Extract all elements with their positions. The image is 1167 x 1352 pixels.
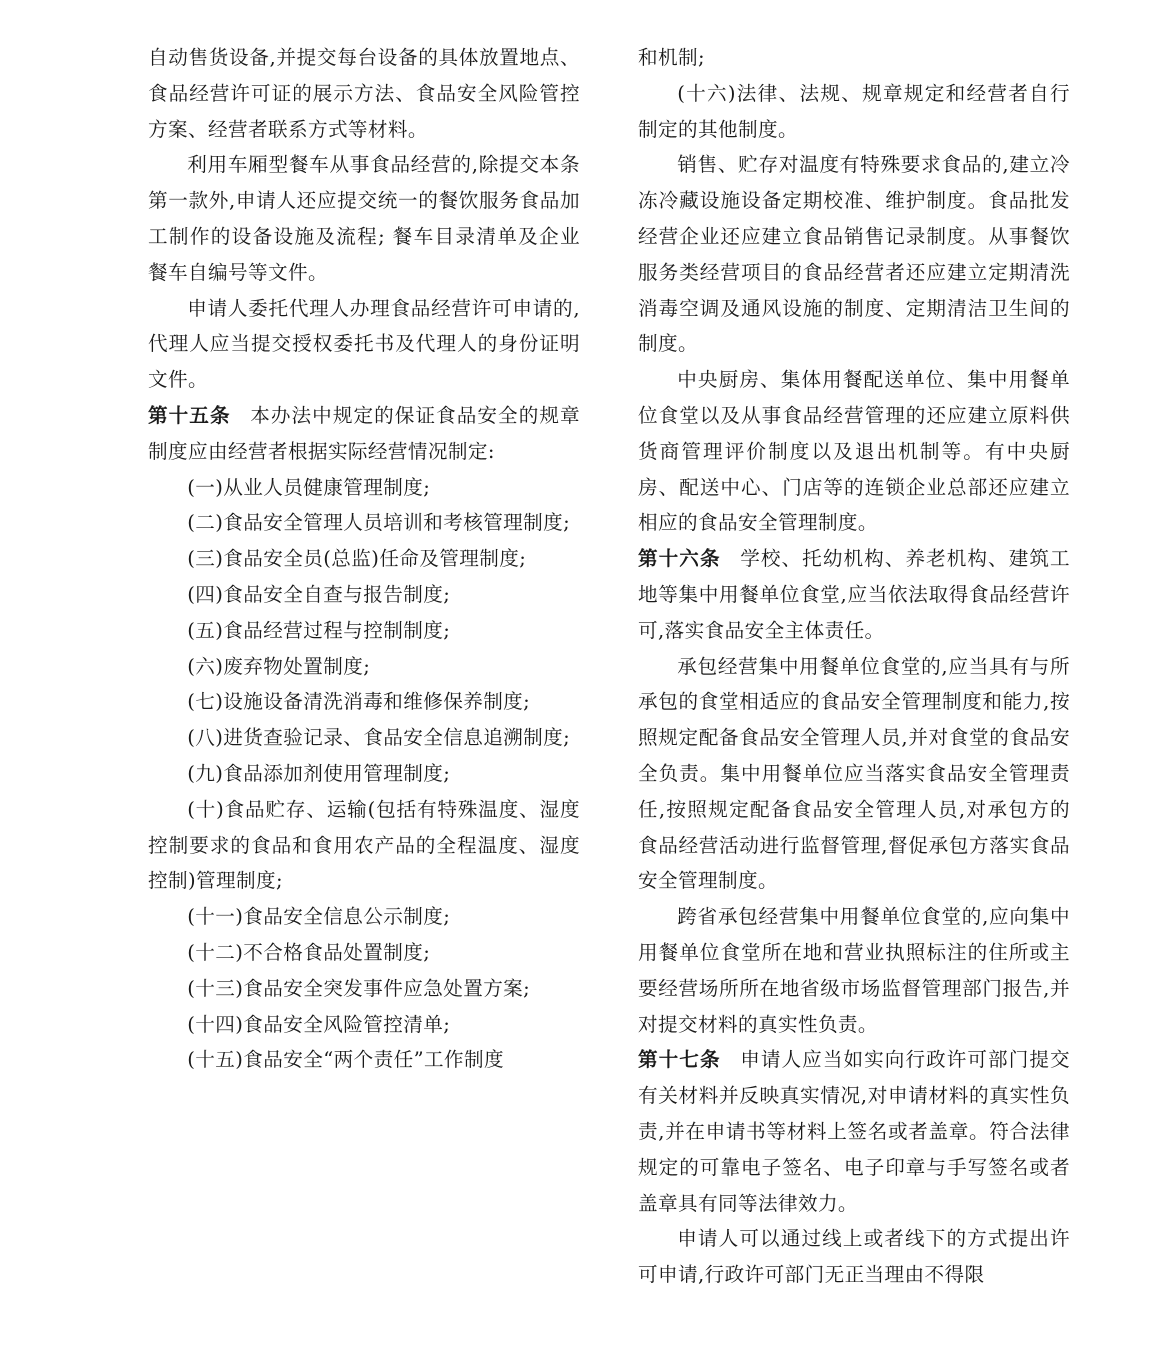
list-item-text: (十三)食品安全突发事件应急处置方案;	[187, 976, 531, 1000]
article-heading: 第十五条	[148, 403, 231, 427]
paragraph	[148, 147, 580, 290]
article-heading: 第十七条	[638, 1048, 721, 1072]
list-item	[148, 935, 580, 971]
list-item-text: (二)食品安全管理人员培训和考核管理制度;	[187, 511, 571, 535]
paragraph-text: 本办法中规定的保证食品安全的规章制度应由经营者根据实际经营情况制定:	[148, 403, 580, 463]
paragraph-text: 学校、托幼机构、养老机构、建筑工地等集中用餐单位食堂,应当依法取得食品经营许可,落实食品安全主体责任。	[638, 547, 1070, 642]
list-item	[148, 792, 580, 899]
left-column	[148, 40, 580, 1078]
list-item-text: (十五)食品安全“两个责任”工作制度	[187, 1048, 505, 1072]
paragraph-text: 利用车厢型餐车从事食品经营的,除提交本条第一款外,申请人还应提交统一的餐饮服务食品加工制作的设备设施及流程; 餐车目录清单及企业餐车自编号等文件。	[148, 153, 580, 284]
list-item-text: (六)废弃物处置制度;	[187, 654, 371, 678]
article-heading: 第十六条	[638, 547, 721, 571]
paragraph	[148, 40, 580, 147]
list-item-text: (四)食品安全自查与报告制度;	[187, 582, 451, 606]
paragraph-text: 申请人委托代理人办理食品经营许可申请的,代理人应当提交授权委托书及代理人的身份证明文件。	[148, 296, 580, 392]
list-item-text: (九)食品添加剂使用管理制度;	[187, 761, 451, 785]
paragraph-text: 申请人可以通过线上或者线下的方式提出许可申请,行政许可部门无正当理由不得限	[638, 1227, 1070, 1287]
paragraph	[638, 40, 1070, 76]
list-item	[148, 720, 580, 756]
list-item	[148, 684, 580, 720]
list-item	[148, 577, 580, 613]
paragraph	[638, 147, 1070, 362]
list-item	[148, 971, 580, 1007]
list-item	[148, 756, 580, 792]
list-item-text: (五)食品经营过程与控制制度;	[187, 618, 451, 642]
list-item-text: (三)食品安全员(总监)任命及管理制度;	[187, 547, 527, 571]
paragraph-text: 申请人应当如实向行政许可部门提交有关材料并反映真实情况,对申请材料的真实性负责,并在申请书等材料上签名或者盖章。符合法律规定的可靠电子签名、电子印章与手写签名或者盖章具有同等法律效力。	[638, 1048, 1070, 1215]
paragraph	[148, 291, 580, 398]
paragraph-text: 销售、贮存对温度有特殊要求食品的,建立冷冻冷藏设施设备定期校准、维护制度。食品批发经营企业还应建立食品销售记录制度。从事餐饮服务类经营项目的食品经营者还应建立定期清洗消毒空调及通风设施的制度、定期清洁卫生间的制度。	[638, 153, 1070, 356]
article-paragraph	[148, 398, 580, 470]
paragraph	[638, 362, 1070, 541]
list-item-text: (十六)法律、法规、规章规定和经营者自行制定的其他制度。	[638, 81, 1070, 141]
list-item	[148, 1042, 580, 1078]
list-item	[638, 76, 1070, 148]
paragraph	[638, 1221, 1070, 1293]
paragraph-text: 和机制;	[638, 46, 705, 69]
list-item-text: (八)进货查验记录、食品安全信息追溯制度;	[187, 726, 571, 750]
right-column	[638, 40, 1070, 1293]
list-item-text: (十四)食品安全风险管控清单;	[187, 1012, 451, 1036]
article-paragraph	[638, 541, 1070, 648]
paragraph	[638, 899, 1070, 1042]
list-item-text: (十二)不合格食品处置制度;	[187, 940, 431, 964]
paragraph-text: 中央厨房、集体用餐配送单位、集中用餐单位食堂以及从事食品经营管理的还应建立原料供货商管理评价制度以及退出机制等。有中央厨房、配送中心、门店等的连锁企业总部还应建立相应的食品安全管理制度。	[638, 368, 1070, 535]
paragraph-text: 承包经营集中用餐单位食堂的,应当具有与所承包的食堂相适应的食品安全管理制度和能力,按照规定配备食品安全管理人员,并对食堂的食品安全负责。集中用餐单位应当落实食品安全管理责任,按照规定配备食品安全管理人员,对承包方的食品经营活动进行监督管理,督促承包方落实食品安全管理制度。	[638, 654, 1070, 893]
paragraph-text: 自动售货设备,并提交每台设备的具体放置地点、食品经营许可证的展示方法、食品安全风险管控方案、经营者联系方式等材料。	[148, 46, 580, 141]
paragraph-text: 跨省承包经营集中用餐单位食堂的,应向集中用餐单位食堂所在地和营业执照标注的住所或主要经营场所所在地省级市场监督管理部门报告,并对提交材料的真实性负责。	[638, 905, 1070, 1036]
list-item	[148, 541, 580, 577]
list-item	[148, 1007, 580, 1043]
list-item	[148, 899, 580, 935]
list-item-text: (七)设施设备清洗消毒和维修保养制度;	[187, 690, 531, 714]
list-item	[148, 613, 580, 649]
list-item	[148, 649, 580, 685]
list-item-text: (十)食品贮存、运输(包括有特殊温度、湿度控制要求的食品和食用农产品的全程温度、湿度控制)管理制度;	[148, 797, 580, 893]
paragraph	[638, 649, 1070, 900]
list-item-text: (一)从业人员健康管理制度;	[187, 475, 431, 499]
list-item	[148, 505, 580, 541]
list-item-text: (十一)食品安全信息公示制度;	[187, 905, 451, 929]
list-item	[148, 470, 580, 506]
article-paragraph	[638, 1042, 1070, 1221]
